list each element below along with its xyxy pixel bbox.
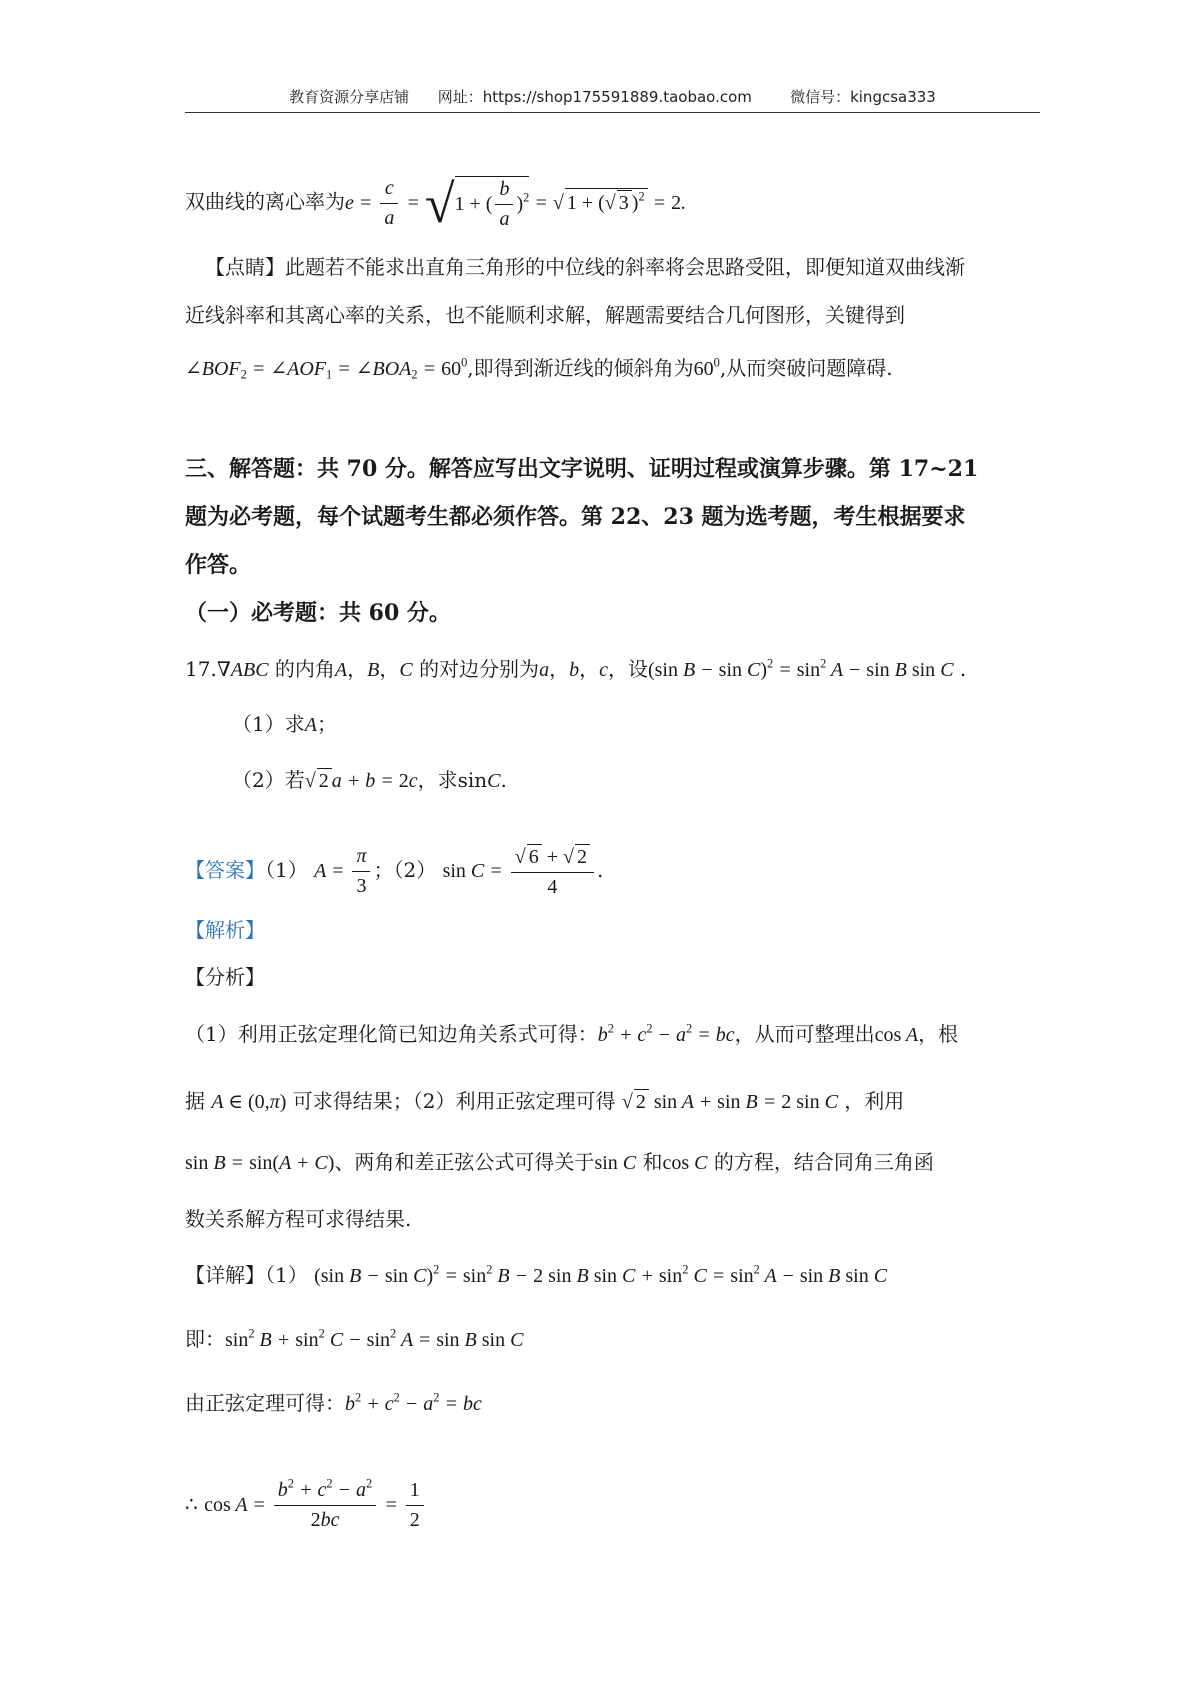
detail-tag: 【详解】: [185, 1263, 265, 1287]
hint-line-2: 近线斜率和其离心率的关系，也不能顺利求解，解题需要结合几何图形，关键得到: [185, 303, 905, 327]
detail-line-3: 由正弦定理可得：$b^2 + c^2 - a^2$ = bc: [185, 1390, 482, 1415]
hint-line-1: 【点睛】此题若不能求出直角三角形的中位线的斜率将会思路受阻，即便知道双曲线渐: [205, 255, 965, 279]
fenxi-tag: 【分析】: [185, 965, 265, 989]
header-wechat-label: 微信号：: [790, 88, 851, 106]
hint-line-3: $\angle BOF_2$ = $\angle AOF_1$ = $\angle BOA_2 = 60^0$,即得到渐近线的倾斜角为$60^0$,从而突破问题障碍.: [185, 355, 893, 382]
question-17-part-2: （2）若√ 2 a + b = 2c，求sinC.: [232, 768, 507, 792]
answer-tag: 【答案】: [185, 858, 265, 883]
subsection-heading: （一）必考题：共 60 分。: [185, 600, 451, 626]
section-heading-line-2: 题为必考题，每个试题考生都必须作答。第 22、23 题为选考题，考生根据要求: [185, 504, 966, 530]
angle-equation: $\angle BOF_2$ = $\angle AOF_1$ = $\angle BOA_2 = 60^0$: [185, 355, 468, 382]
analysis-line-1: （1）利用正弦定理化简已知边角关系式可得：$b^2 + c^2 - a^2$ = bc，从而可整理出cos A，根: [185, 1021, 959, 1046]
answer-line: 【答案】（1） A = $\frac{\pi}{3}$ ；（2） sin C = $\frac{√ 6 + √ 2}{4}$ .: [185, 845, 604, 898]
question-17: 17.∇ABC 的内角A，B，C 的对边分别为a，b，c，设(sin $B - \sin C)^2 = \sin^2 A - \sin B$ sin C .: [185, 656, 967, 681]
analysis-line-3: sin B = sin(A + C)、两角和差正弦公式可得关于sin C 和cos C 的方程，结合同角三角函: [185, 1150, 934, 1174]
header-wechat: kingcsa333: [850, 88, 936, 106]
section-heading-line-1: 三、解答题：共 70 分。解答应写出文字说明、证明过程或演算步骤。第 17~21: [185, 456, 979, 482]
page-header: [185, 86, 1040, 112]
analysis-tag: 【解析】: [185, 918, 265, 942]
hint-tag: 【点睛】: [205, 255, 285, 279]
analysis-line-2: 据 A ∈ (0,π) 可求得结果；（2）利用正弦定理可得 √ 2 sin A + sin B = 2 sin C ，利用: [185, 1089, 905, 1113]
eccentricity-line: 双曲线的离心率为e = $\frac{c}{a}$ = √1 + ( $\frac{b}{a}$ )$^2$ = √ 1 + (√ 3 )$^2$ = 2.: [185, 173, 687, 234]
detail-line-1: 【详解】（1） (sin $B - \sin C)^2 = \sin^2 B - 2$ sin B $\sin C + \sin^2 C = \sin^2 A - \sin B$ sin C: [185, 1262, 888, 1287]
eccentricity-formula: e = $\frac{c}{a}$ = √1 + ( $\frac{b}{a}$ )$^2$ = √ 1 + (√ 3 )$^2$ = 2.: [345, 173, 687, 234]
header-url-label: 网址：: [437, 88, 483, 106]
section-heading-line-3: 作答。: [185, 552, 252, 578]
header-shop: 教育资源分享店铺: [289, 88, 410, 106]
header-url-link[interactable]: https://shop175591889.taobao.com: [482, 88, 752, 106]
question-17-part-1: （1）求A；: [232, 712, 337, 736]
analysis-line-4: 数关系解方程可求得结果.: [185, 1207, 412, 1231]
detail-line-2: 即：$\sin^2 B + \sin^2 C - \sin^2 A = \sin B$ sin C: [185, 1326, 524, 1351]
header-divider: [185, 112, 1040, 113]
detail-line-4: ∴ cos A = $\frac{b^2 + c^2 - a^2}{2bc}$ = $\frac{1}{2}$: [185, 1480, 427, 1533]
